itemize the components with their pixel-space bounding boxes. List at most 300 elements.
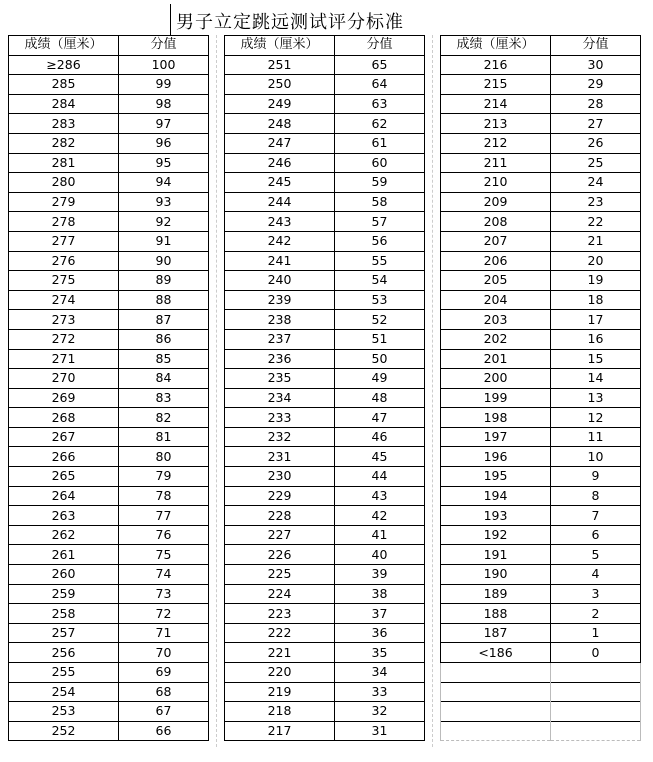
points-cell: 47 xyxy=(335,408,425,428)
points-cell: 83 xyxy=(119,388,209,408)
points-cell: 13 xyxy=(551,388,641,408)
points-cell: 96 xyxy=(119,133,209,153)
score-cell: 235 xyxy=(225,369,335,389)
score-cell: 233 xyxy=(225,408,335,428)
points-cell: 72 xyxy=(119,604,209,624)
points-cell: 41 xyxy=(335,525,425,545)
points-cell: 92 xyxy=(119,212,209,232)
table-row xyxy=(441,114,641,134)
table-row xyxy=(9,584,209,604)
score-cell: 231 xyxy=(225,447,335,467)
table-row xyxy=(225,192,425,212)
score-cell: 220 xyxy=(225,663,335,683)
score-cell: 248 xyxy=(225,114,335,134)
table-row xyxy=(441,231,641,251)
score-cell: 263 xyxy=(9,506,119,526)
table-row xyxy=(441,525,641,545)
points-cell: 89 xyxy=(119,271,209,291)
score-cell: 259 xyxy=(9,584,119,604)
score-cell: 234 xyxy=(225,388,335,408)
score-cell: 250 xyxy=(225,75,335,95)
score-cell: 281 xyxy=(9,153,119,173)
points-cell: 50 xyxy=(335,349,425,369)
score-cell: 252 xyxy=(9,721,119,741)
table-row xyxy=(9,486,209,506)
score-cell: 187 xyxy=(441,623,551,643)
score-cell: 251 xyxy=(225,55,335,75)
points-cell: 91 xyxy=(119,231,209,251)
score-cell: 214 xyxy=(441,94,551,114)
score-cell: 280 xyxy=(9,173,119,193)
table-row xyxy=(225,643,425,663)
table-row xyxy=(9,349,209,369)
points-cell: 75 xyxy=(119,545,209,565)
points-cell: 78 xyxy=(119,486,209,506)
table-row xyxy=(225,329,425,349)
score-cell: 228 xyxy=(225,506,335,526)
score-cell: 209 xyxy=(441,192,551,212)
points-cell: 87 xyxy=(119,310,209,330)
points-cell: 86 xyxy=(119,329,209,349)
points-cell: 36 xyxy=(335,623,425,643)
score-cell: 283 xyxy=(9,114,119,134)
points-cell: 30 xyxy=(551,55,641,75)
table-row xyxy=(225,663,425,683)
table-row xyxy=(441,447,641,467)
points-cell xyxy=(551,663,641,683)
score-cell: 216 xyxy=(441,55,551,75)
score-cell: 282 xyxy=(9,133,119,153)
score-cell: 201 xyxy=(441,349,551,369)
points-cell: 14 xyxy=(551,369,641,389)
score-cell: 226 xyxy=(225,545,335,565)
table-row xyxy=(225,447,425,467)
points-cell: 40 xyxy=(335,545,425,565)
score-cell: 205 xyxy=(441,271,551,291)
points-cell: 58 xyxy=(335,192,425,212)
score-cell: 242 xyxy=(225,231,335,251)
table-row xyxy=(441,290,641,310)
score-cell: 229 xyxy=(225,486,335,506)
table-row xyxy=(225,604,425,624)
score-cell: 272 xyxy=(9,329,119,349)
table-row xyxy=(9,114,209,134)
score-cell: 244 xyxy=(225,192,335,212)
score-cell: 221 xyxy=(225,643,335,663)
points-cell: 71 xyxy=(119,623,209,643)
score-cell: 257 xyxy=(9,623,119,643)
score-cell: 271 xyxy=(9,349,119,369)
score-cell xyxy=(441,663,551,683)
table-row xyxy=(9,94,209,114)
score-cell xyxy=(441,702,551,722)
score-cell: 276 xyxy=(9,251,119,271)
points-cell: 3 xyxy=(551,584,641,604)
table-row xyxy=(441,584,641,604)
score-cell: 218 xyxy=(225,702,335,722)
score-cell: 239 xyxy=(225,290,335,310)
table-row xyxy=(225,153,425,173)
points-cell: 56 xyxy=(335,231,425,251)
points-cell: 38 xyxy=(335,584,425,604)
table-row xyxy=(225,565,425,585)
table-row xyxy=(441,251,641,271)
score-cell: 274 xyxy=(9,290,119,310)
table-row xyxy=(225,623,425,643)
points-cell: 53 xyxy=(335,290,425,310)
points-cell: 45 xyxy=(335,447,425,467)
score-cell: 206 xyxy=(441,251,551,271)
points-cell: 39 xyxy=(335,565,425,585)
points-cell: 69 xyxy=(119,663,209,683)
score-cell: 275 xyxy=(9,271,119,291)
score-cell: 190 xyxy=(441,565,551,585)
score-cell: 243 xyxy=(225,212,335,232)
points-cell: 1 xyxy=(551,623,641,643)
score-cell: 285 xyxy=(9,75,119,95)
points-cell: 52 xyxy=(335,310,425,330)
score-table-3 xyxy=(440,35,641,741)
table-row xyxy=(441,55,641,75)
points-cell: 64 xyxy=(335,75,425,95)
table-row xyxy=(225,75,425,95)
points-cell: 94 xyxy=(119,173,209,193)
points-cell: 23 xyxy=(551,192,641,212)
table-row xyxy=(225,525,425,545)
score-cell: 255 xyxy=(9,663,119,683)
points-cell: 6 xyxy=(551,525,641,545)
points-cell: 74 xyxy=(119,565,209,585)
score-cell: 213 xyxy=(441,114,551,134)
score-cell: 193 xyxy=(441,506,551,526)
points-cell: 88 xyxy=(119,290,209,310)
table-row xyxy=(9,525,209,545)
score-cell: 223 xyxy=(225,604,335,624)
table-row xyxy=(9,682,209,702)
table-row xyxy=(9,153,209,173)
points-cell: 20 xyxy=(551,251,641,271)
table-row xyxy=(225,114,425,134)
table-row xyxy=(9,721,209,741)
table-row xyxy=(9,212,209,232)
table-row xyxy=(441,467,641,487)
table-row xyxy=(9,623,209,643)
table-row xyxy=(441,349,641,369)
score-cell: 211 xyxy=(441,153,551,173)
table-row xyxy=(225,702,425,722)
points-cell xyxy=(551,682,641,702)
score-cell: 277 xyxy=(9,231,119,251)
points-cell: 55 xyxy=(335,251,425,271)
score-cell: 203 xyxy=(441,310,551,330)
score-cell: 240 xyxy=(225,271,335,291)
table-row xyxy=(225,486,425,506)
score-cell: 237 xyxy=(225,329,335,349)
table-row xyxy=(9,310,209,330)
points-cell: 79 xyxy=(119,467,209,487)
score-cell xyxy=(441,721,551,741)
points-cell: 99 xyxy=(119,75,209,95)
table-row xyxy=(9,271,209,291)
table-row xyxy=(441,329,641,349)
table-row xyxy=(225,310,425,330)
score-cell: 207 xyxy=(441,231,551,251)
points-cell: 98 xyxy=(119,94,209,114)
points-cell: 0 xyxy=(551,643,641,663)
points-cell: 70 xyxy=(119,643,209,663)
table-row xyxy=(225,349,425,369)
points-cell: 42 xyxy=(335,506,425,526)
points-cell: 90 xyxy=(119,251,209,271)
table-row xyxy=(225,251,425,271)
table-row xyxy=(441,133,641,153)
table-row xyxy=(9,369,209,389)
table-row xyxy=(9,506,209,526)
table-row xyxy=(441,75,641,95)
table-row xyxy=(9,133,209,153)
points-cell: 82 xyxy=(119,408,209,428)
table-row xyxy=(225,173,425,193)
points-cell: 10 xyxy=(551,447,641,467)
score-cell: 192 xyxy=(441,525,551,545)
points-cell xyxy=(551,721,641,741)
table-row xyxy=(441,663,641,683)
table-row xyxy=(441,271,641,291)
score-cell: 269 xyxy=(9,388,119,408)
table-row xyxy=(9,251,209,271)
score-cell: 198 xyxy=(441,408,551,428)
points-cell: 81 xyxy=(119,427,209,447)
column-gap xyxy=(216,35,218,747)
table-row xyxy=(441,94,641,114)
table-row xyxy=(441,427,641,447)
points-cell: 27 xyxy=(551,114,641,134)
score-cell: 191 xyxy=(441,545,551,565)
table-row xyxy=(225,408,425,428)
score-cell: 265 xyxy=(9,467,119,487)
points-cell: 22 xyxy=(551,212,641,232)
points-cell: 43 xyxy=(335,486,425,506)
score-cell: 258 xyxy=(9,604,119,624)
score-cell: 199 xyxy=(441,388,551,408)
table-row xyxy=(441,192,641,212)
table-row xyxy=(225,427,425,447)
points-cell: 11 xyxy=(551,427,641,447)
table-row xyxy=(9,290,209,310)
table-row xyxy=(9,231,209,251)
score-cell: 200 xyxy=(441,369,551,389)
table-row xyxy=(225,133,425,153)
points-cell: 17 xyxy=(551,310,641,330)
points-cell: 34 xyxy=(335,663,425,683)
score-header: 成绩（厘米） xyxy=(225,36,335,56)
score-cell: 202 xyxy=(441,329,551,349)
table-row xyxy=(9,427,209,447)
points-cell: 59 xyxy=(335,173,425,193)
points-cell: 25 xyxy=(551,153,641,173)
points-cell: 49 xyxy=(335,369,425,389)
points-cell: 85 xyxy=(119,349,209,369)
table-row xyxy=(9,643,209,663)
table-row xyxy=(9,173,209,193)
points-cell: 67 xyxy=(119,702,209,722)
points-cell: 4 xyxy=(551,565,641,585)
score-cell: 217 xyxy=(225,721,335,741)
score-cell: 256 xyxy=(9,643,119,663)
table-row xyxy=(225,506,425,526)
points-cell: 28 xyxy=(551,94,641,114)
points-cell: 76 xyxy=(119,525,209,545)
points-cell: 63 xyxy=(335,94,425,114)
points-cell: 24 xyxy=(551,173,641,193)
score-cell: 245 xyxy=(225,173,335,193)
points-cell: 2 xyxy=(551,604,641,624)
table-row xyxy=(225,290,425,310)
text-cursor xyxy=(170,4,171,36)
table-row xyxy=(9,545,209,565)
score-cell: 254 xyxy=(9,682,119,702)
score-cell: 215 xyxy=(441,75,551,95)
table-row xyxy=(441,173,641,193)
points-cell: 97 xyxy=(119,114,209,134)
score-cell: 273 xyxy=(9,310,119,330)
table-row xyxy=(225,682,425,702)
points-cell: 80 xyxy=(119,447,209,467)
column-gap xyxy=(432,35,434,747)
points-cell: 65 xyxy=(335,55,425,75)
table-row xyxy=(225,545,425,565)
score-cell: ≥286 xyxy=(9,55,119,75)
table-row xyxy=(441,506,641,526)
table-row xyxy=(225,212,425,232)
points-cell: 5 xyxy=(551,545,641,565)
points-cell: 9 xyxy=(551,467,641,487)
score-cell: 262 xyxy=(9,525,119,545)
table-row xyxy=(9,467,209,487)
score-cell: 264 xyxy=(9,486,119,506)
points-cell: 68 xyxy=(119,682,209,702)
score-cell: 219 xyxy=(225,682,335,702)
table-row xyxy=(441,388,641,408)
score-table-1 xyxy=(8,35,209,741)
score-cell: 236 xyxy=(225,349,335,369)
table-row xyxy=(9,55,209,75)
score-cell: 238 xyxy=(225,310,335,330)
points-cell: 57 xyxy=(335,212,425,232)
points-header: 分值 xyxy=(551,36,641,56)
table-row xyxy=(441,408,641,428)
table-row xyxy=(225,271,425,291)
points-cell: 32 xyxy=(335,702,425,722)
score-cell: 232 xyxy=(225,427,335,447)
score-cell: 270 xyxy=(9,369,119,389)
points-header: 分值 xyxy=(335,36,425,56)
points-cell: 100 xyxy=(119,55,209,75)
table-row xyxy=(9,75,209,95)
points-cell: 66 xyxy=(119,721,209,741)
points-cell: 48 xyxy=(335,388,425,408)
score-cell: 212 xyxy=(441,133,551,153)
table-row xyxy=(441,702,641,722)
score-cell: 246 xyxy=(225,153,335,173)
points-cell: 61 xyxy=(335,133,425,153)
score-cell: 249 xyxy=(225,94,335,114)
table-row xyxy=(225,231,425,251)
score-cell: <186 xyxy=(441,643,551,663)
table-row xyxy=(225,721,425,741)
score-header: 成绩（厘米） xyxy=(441,36,551,56)
points-cell: 8 xyxy=(551,486,641,506)
table-row xyxy=(441,643,641,663)
table-row xyxy=(225,94,425,114)
table-row xyxy=(441,369,641,389)
points-cell: 73 xyxy=(119,584,209,604)
points-cell: 16 xyxy=(551,329,641,349)
points-cell: 29 xyxy=(551,75,641,95)
score-cell: 208 xyxy=(441,212,551,232)
score-cell: 253 xyxy=(9,702,119,722)
score-cell: 278 xyxy=(9,212,119,232)
score-cell: 204 xyxy=(441,290,551,310)
points-cell: 35 xyxy=(335,643,425,663)
table-row xyxy=(225,584,425,604)
points-cell: 84 xyxy=(119,369,209,389)
score-cell: 225 xyxy=(225,565,335,585)
table-row xyxy=(441,486,641,506)
table-row xyxy=(9,192,209,212)
table-row xyxy=(441,721,641,741)
score-cell: 230 xyxy=(225,467,335,487)
points-cell: 95 xyxy=(119,153,209,173)
points-cell xyxy=(551,702,641,722)
points-cell: 44 xyxy=(335,467,425,487)
table-row xyxy=(9,663,209,683)
score-cell: 194 xyxy=(441,486,551,506)
score-cell: 267 xyxy=(9,427,119,447)
score-cell: 247 xyxy=(225,133,335,153)
score-cell: 222 xyxy=(225,623,335,643)
score-cell: 279 xyxy=(9,192,119,212)
points-cell: 46 xyxy=(335,427,425,447)
score-cell: 268 xyxy=(9,408,119,428)
points-cell: 15 xyxy=(551,349,641,369)
score-cell: 227 xyxy=(225,525,335,545)
score-cell: 195 xyxy=(441,467,551,487)
table-row xyxy=(441,310,641,330)
score-cell: 188 xyxy=(441,604,551,624)
table-row xyxy=(9,702,209,722)
table-row xyxy=(225,388,425,408)
score-cell: 241 xyxy=(225,251,335,271)
score-cell: 189 xyxy=(441,584,551,604)
points-cell: 93 xyxy=(119,192,209,212)
points-cell: 62 xyxy=(335,114,425,134)
points-cell: 18 xyxy=(551,290,641,310)
score-cell xyxy=(441,682,551,702)
table-row xyxy=(225,369,425,389)
points-cell: 33 xyxy=(335,682,425,702)
table-row xyxy=(441,623,641,643)
table-row xyxy=(9,447,209,467)
score-cell: 224 xyxy=(225,584,335,604)
table-row xyxy=(9,329,209,349)
points-cell: 31 xyxy=(335,721,425,741)
score-cell: 210 xyxy=(441,173,551,193)
points-cell: 60 xyxy=(335,153,425,173)
table-row xyxy=(9,408,209,428)
points-header: 分值 xyxy=(119,36,209,56)
points-cell: 12 xyxy=(551,408,641,428)
